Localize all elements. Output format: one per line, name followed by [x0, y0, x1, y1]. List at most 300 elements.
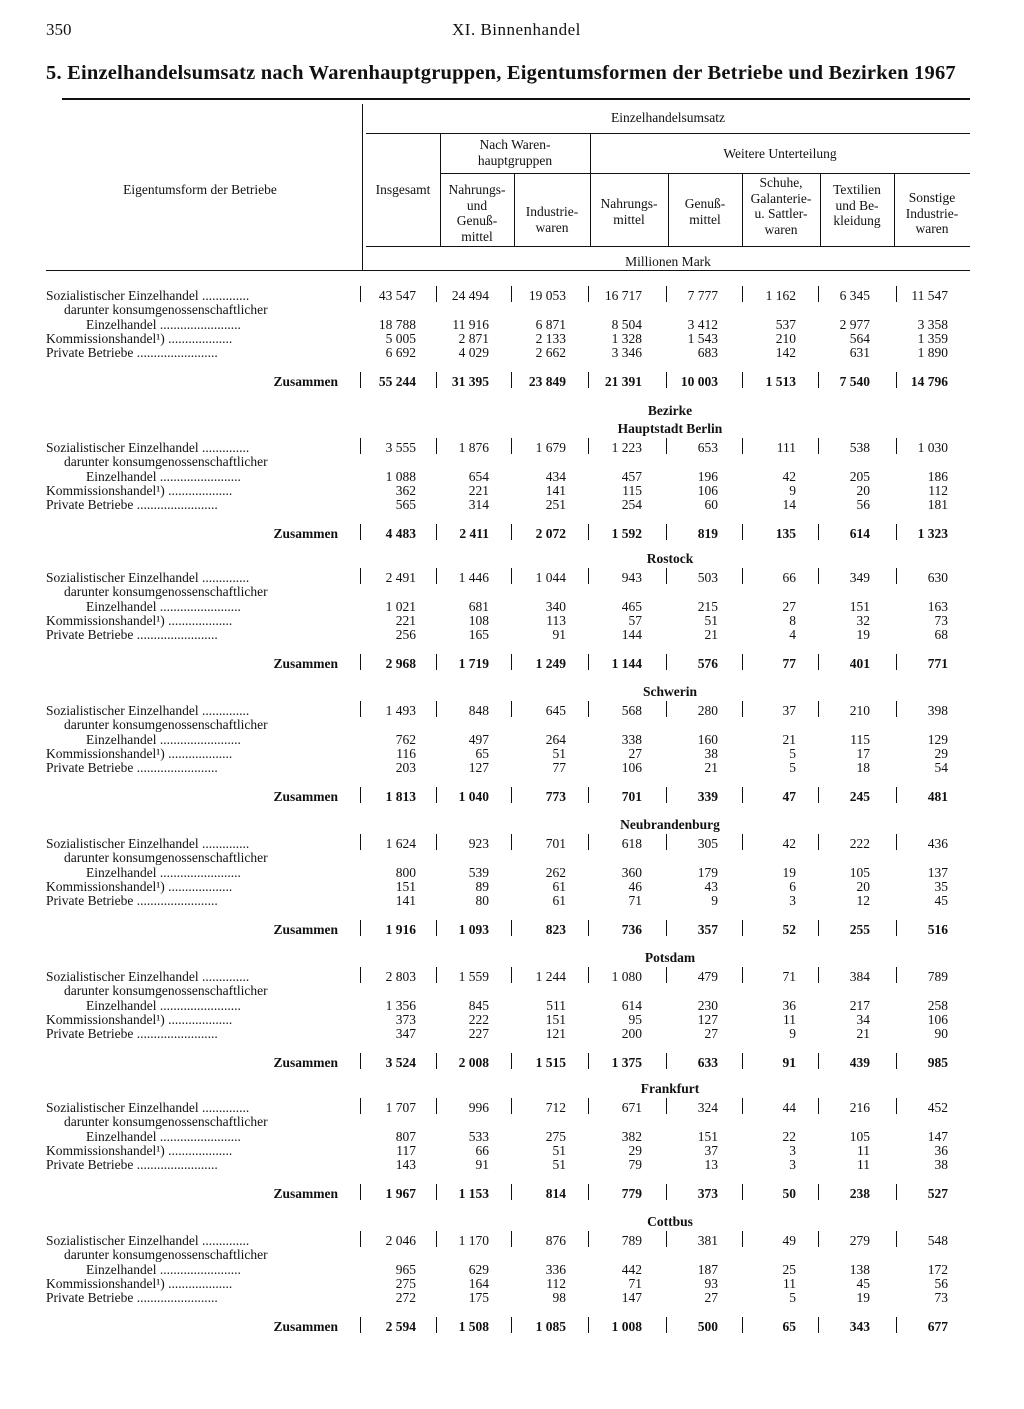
table-cell: 210 — [775, 331, 796, 346]
table-cell: 143 — [395, 1157, 416, 1172]
table-cell: 34 — [856, 1012, 870, 1027]
table-cell: 21 — [704, 627, 718, 642]
table-cell: 251 — [545, 497, 566, 512]
table-cell: 539 — [468, 865, 489, 880]
table-cell: 21 — [856, 1026, 870, 1041]
column-header: Schuhe, Galanterie- u. Sattler- waren — [750, 175, 812, 237]
row-label-zusammen: Zusammen — [273, 1319, 338, 1334]
table-cell: 115 — [850, 732, 870, 747]
unit-header-rule — [366, 246, 970, 247]
table-cell: 222 — [468, 1012, 489, 1027]
table-cell: 11 916 — [452, 317, 489, 332]
table-cell: 789 — [621, 1233, 642, 1248]
row-label-einzelhandel: Einzelhandel ........................ — [86, 317, 241, 332]
table-cell: 29 — [934, 746, 948, 761]
table-cell: 98 — [552, 1290, 566, 1305]
table-cell: 127 — [468, 760, 489, 775]
total-cell: 1 508 — [458, 1319, 489, 1334]
table-cell: 42 — [782, 469, 796, 484]
table-cell: 11 547 — [911, 288, 948, 303]
table-cell: 51 — [704, 613, 718, 628]
table-cell: 340 — [545, 599, 566, 614]
table-cell: 564 — [849, 331, 870, 346]
table-cell: 221 — [395, 613, 416, 628]
total-cell: 1 513 — [765, 374, 796, 389]
table-cell: 17 — [856, 746, 870, 761]
table-cell: 115 — [622, 483, 642, 498]
table-cell: 27 — [704, 1290, 718, 1305]
table-cell: 60 — [704, 497, 718, 512]
table-cell: 9 — [789, 1026, 796, 1041]
total-cell: 10 003 — [680, 374, 718, 389]
table-cell: 631 — [849, 345, 870, 360]
table-cell: 164 — [468, 1276, 489, 1291]
table-cell: 19 — [856, 627, 870, 642]
total-cell: 701 — [621, 789, 642, 804]
table-cell: 305 — [697, 836, 718, 851]
total-cell: 614 — [849, 526, 870, 541]
table-cell: 147 — [621, 1290, 642, 1305]
table-cell: 22 — [782, 1129, 796, 1144]
total-cell: 773 — [545, 789, 566, 804]
table-cell: 90 — [934, 1026, 948, 1041]
row-label-sozialistischer-einzelhandel: Sozialistischer Einzelhandel .............. — [46, 570, 250, 585]
table-cell: 106 — [621, 760, 642, 775]
table-cell: 923 — [468, 836, 489, 851]
table-cell: 614 — [621, 998, 642, 1013]
total-cell: 238 — [849, 1186, 870, 1201]
column-header: Nahrungs- und Genuß- mittel — [448, 182, 506, 244]
row-label-darunter: darunter konsumgenossenschaftlicher — [64, 850, 268, 865]
table-cell: 129 — [927, 732, 948, 747]
total-cell: 1 323 — [917, 526, 948, 541]
table-cell: 876 — [545, 1233, 566, 1248]
row-label-darunter: darunter konsumgenossenschaftlicher — [64, 983, 268, 998]
table-cell: 434 — [545, 469, 566, 484]
table-cell: 16 717 — [604, 288, 642, 303]
total-cell: 1 719 — [458, 656, 489, 671]
table-cell: 32 — [856, 613, 870, 628]
total-cell: 500 — [697, 1319, 718, 1334]
total-cell: 1 085 — [535, 1319, 566, 1334]
table-cell: 465 — [621, 599, 642, 614]
table-cell: 280 — [697, 703, 718, 718]
table-cell: 222 — [849, 836, 870, 851]
table-cell: 73 — [934, 1290, 948, 1305]
total-cell: 21 391 — [604, 374, 642, 389]
table-cell: 275 — [395, 1276, 416, 1291]
table-cell: 511 — [546, 998, 566, 1013]
table-cell: 29 — [628, 1143, 642, 1158]
row-label-darunter: darunter konsumgenossenschaftlicher — [64, 717, 268, 732]
table-cell: 105 — [849, 865, 870, 880]
table-cell: 382 — [621, 1129, 642, 1144]
table-cell: 800 — [395, 865, 416, 880]
table-cell: 338 — [621, 732, 642, 747]
table-cell: 151 — [849, 599, 870, 614]
table-cell: 845 — [468, 998, 489, 1013]
table-cell: 45 — [856, 1276, 870, 1291]
row-label-zusammen: Zusammen — [273, 922, 338, 937]
row-label-einzelhandel: Einzelhandel ........................ — [86, 998, 241, 1013]
table-cell: 1 359 — [917, 331, 948, 346]
total-cell: 91 — [782, 1055, 796, 1070]
table-cell: 1 876 — [458, 440, 489, 455]
running-head: XI. Binnenhandel — [452, 20, 581, 39]
total-cell: 814 — [545, 1186, 566, 1201]
total-cell: 771 — [927, 656, 948, 671]
section-heading-bezirk: Hauptstadt Berlin — [617, 421, 723, 436]
column-header: Nahrungs- mittel — [600, 196, 658, 227]
row-label-private-betriebe: Private Betriebe ........................ — [46, 345, 218, 360]
table-cell: 457 — [621, 469, 642, 484]
table-cell: 13 — [704, 1157, 718, 1172]
row-label-sozialistischer-einzelhandel: Sozialistischer Einzelhandel .............. — [46, 703, 250, 718]
table-cell: 7 777 — [687, 288, 718, 303]
table-cell: 186 — [927, 469, 948, 484]
table-cell: 1 328 — [611, 331, 642, 346]
table-cell: 160 — [697, 732, 718, 747]
table-cell: 1 624 — [385, 836, 416, 851]
table-cell: 66 — [782, 570, 796, 585]
table-cell: 43 — [704, 879, 718, 894]
table-cell: 181 — [927, 497, 948, 512]
table-cell: 565 — [395, 497, 416, 512]
column-header: Insgesamt — [375, 182, 431, 197]
table-cell: 71 — [782, 969, 796, 984]
table-cell: 254 — [621, 497, 642, 512]
table-cell: 27 — [628, 746, 642, 761]
section-heading-bezirk: Neubrandenburg — [620, 817, 720, 832]
total-cell: 339 — [697, 789, 718, 804]
table-cell: 36 — [934, 1143, 948, 1158]
table-cell: 503 — [697, 570, 718, 585]
header-group-weitere-unterteilung: Weitere Unterteilung — [723, 146, 837, 161]
column-header: Genuß- mittel — [684, 196, 726, 227]
table-cell: 105 — [849, 1129, 870, 1144]
table-cell: 187 — [697, 1262, 718, 1277]
row-label-zusammen: Zusammen — [273, 656, 338, 671]
total-cell: 1 153 — [458, 1186, 489, 1201]
table-cell: 51 — [552, 1143, 566, 1158]
table-cell: 452 — [927, 1100, 948, 1115]
table-cell: 2 803 — [385, 969, 416, 984]
total-cell: 1 916 — [385, 922, 416, 937]
table-cell: 2 871 — [458, 331, 489, 346]
table-cell: 91 — [475, 1157, 489, 1172]
table-cell: 19 — [856, 1290, 870, 1305]
row-label-private-betriebe: Private Betriebe ........................ — [46, 893, 218, 908]
table-cell: 1 030 — [917, 440, 948, 455]
total-cell: 1 093 — [458, 922, 489, 937]
table-cell: 18 788 — [378, 317, 416, 332]
total-cell: 1 375 — [611, 1055, 642, 1070]
total-cell: 677 — [927, 1319, 948, 1334]
total-cell: 2 008 — [458, 1055, 489, 1070]
table-cell: 141 — [545, 483, 566, 498]
table-cell: 1 088 — [385, 469, 416, 484]
table-cell: 996 — [468, 1100, 489, 1115]
table-cell: 108 — [468, 613, 489, 628]
table-cell: 1 223 — [611, 440, 642, 455]
total-cell: 14 796 — [910, 374, 948, 389]
table-cell: 11 — [857, 1157, 870, 1172]
table-cell: 654 — [468, 469, 489, 484]
table-cell: 264 — [545, 732, 566, 747]
header-unit: Millionen Mark — [625, 254, 711, 269]
table-cell: 210 — [849, 703, 870, 718]
table-cell: 14 — [782, 497, 796, 512]
table-cell: 117 — [396, 1143, 416, 1158]
header-group-warenhauptgruppen: Nach Waren- hauptgruppen — [477, 137, 553, 168]
section-heading-bezirk: Cottbus — [647, 1214, 693, 1229]
total-cell: 135 — [775, 526, 796, 541]
table-cell: 272 — [395, 1290, 416, 1305]
table-cell: 2 133 — [535, 331, 566, 346]
row-label-einzelhandel: Einzelhandel ........................ — [86, 1262, 241, 1277]
table-cell: 2 977 — [839, 317, 870, 332]
table-cell: 24 494 — [451, 288, 489, 303]
table-cell: 217 — [849, 998, 870, 1013]
table-cell: 127 — [697, 1012, 718, 1027]
section-heading-bezirk: Rostock — [646, 551, 694, 566]
total-cell: 1 040 — [458, 789, 489, 804]
total-cell: 4 483 — [385, 526, 416, 541]
table-cell: 93 — [704, 1276, 718, 1291]
table-cell: 362 — [395, 483, 416, 498]
row-label-zusammen: Zusammen — [273, 526, 338, 541]
section-heading-bezirke: Bezirke — [647, 403, 693, 418]
row-label-kommissionshandel: Kommissionshandel¹) ................... — [46, 879, 233, 894]
table-cell: 683 — [697, 345, 718, 360]
table-cell: 373 — [395, 1012, 416, 1027]
header-top: Einzelhandelsumsatz — [611, 110, 725, 125]
header-bottom-rule — [46, 270, 970, 271]
row-label-darunter: darunter konsumgenossenschaftlicher — [64, 1114, 268, 1129]
stub-header: Eigentumsform der Betriebe — [123, 182, 277, 197]
section-heading-bezirk: Potsdam — [644, 950, 696, 965]
table-cell: 347 — [395, 1026, 416, 1041]
table-cell: 106 — [697, 483, 718, 498]
table-cell: 36 — [782, 998, 796, 1013]
table-cell: 275 — [545, 1129, 566, 1144]
table-cell: 384 — [849, 969, 870, 984]
row-label-kommissionshandel: Kommissionshandel¹) ................... — [46, 1143, 233, 1158]
total-cell: 736 — [621, 922, 642, 937]
table-cell: 653 — [697, 440, 718, 455]
table-cell: 112 — [928, 483, 948, 498]
table-cell: 61 — [552, 893, 566, 908]
total-cell: 779 — [621, 1186, 642, 1201]
total-cell: 819 — [697, 526, 718, 541]
table-cell: 205 — [849, 469, 870, 484]
table-cell: 51 — [552, 746, 566, 761]
table-cell: 56 — [856, 497, 870, 512]
table-cell: 9 — [711, 893, 718, 908]
table-cell: 1 170 — [458, 1233, 489, 1248]
total-cell: 401 — [849, 656, 870, 671]
top-rule — [62, 98, 970, 100]
table-cell: 196 — [697, 469, 718, 484]
table-cell: 111 — [776, 440, 796, 455]
table-cell: 762 — [395, 732, 416, 747]
total-cell: 985 — [927, 1055, 948, 1070]
table-cell: 538 — [849, 440, 870, 455]
table-cell: 12 — [856, 893, 870, 908]
table-cell: 2 491 — [385, 570, 416, 585]
table-cell: 4 — [789, 627, 796, 642]
table-cell: 1 543 — [687, 331, 718, 346]
table-cell: 37 — [704, 1143, 718, 1158]
table-cell: 61 — [552, 879, 566, 894]
total-cell: 77 — [782, 656, 796, 671]
row-label-sozialistischer-einzelhandel: Sozialistischer Einzelhandel .............. — [46, 1100, 250, 1115]
table-cell: 112 — [546, 1276, 566, 1291]
row-label-private-betriebe: Private Betriebe ........................ — [46, 1157, 218, 1172]
table-cell: 179 — [697, 865, 718, 880]
table-cell: 3 — [789, 1143, 796, 1158]
table-cell: 1 446 — [458, 570, 489, 585]
table-cell: 89 — [475, 879, 489, 894]
table-cell: 230 — [697, 998, 718, 1013]
table-cell: 200 — [621, 1026, 642, 1041]
table-cell: 943 — [621, 570, 642, 585]
table-cell: 965 — [395, 1262, 416, 1277]
table-cell: 151 — [545, 1012, 566, 1027]
row-label-einzelhandel: Einzelhandel ........................ — [86, 1129, 241, 1144]
total-cell: 1 249 — [535, 656, 566, 671]
table-cell: 57 — [628, 613, 642, 628]
table-cell: 3 555 — [385, 440, 416, 455]
table-cell: 20 — [856, 483, 870, 498]
table-cell: 8 — [789, 613, 796, 628]
table-cell: 44 — [782, 1100, 796, 1115]
table-cell: 1 890 — [917, 345, 948, 360]
total-cell: 1 144 — [611, 656, 642, 671]
table-cell: 3 358 — [917, 317, 948, 332]
table-cell: 172 — [927, 1262, 948, 1277]
table-cell: 497 — [468, 732, 489, 747]
row-label-private-betriebe: Private Betriebe ........................ — [46, 1026, 218, 1041]
group-header-rule — [440, 173, 970, 174]
table-cell: 221 — [468, 483, 489, 498]
table-cell: 27 — [782, 599, 796, 614]
table-cell: 568 — [621, 703, 642, 718]
total-cell: 527 — [927, 1186, 948, 1201]
table-cell: 5 — [789, 1290, 796, 1305]
total-cell: 481 — [927, 789, 948, 804]
table-cell: 20 — [856, 879, 870, 894]
total-cell: 47 — [782, 789, 796, 804]
page-number: 350 — [46, 20, 72, 39]
table-cell: 21 — [704, 760, 718, 775]
table-cell: 6 — [789, 879, 796, 894]
total-cell: 576 — [697, 656, 718, 671]
row-label-kommissionshandel: Kommissionshandel¹) ................... — [46, 331, 233, 346]
stub-divider — [362, 104, 363, 270]
table-cell: 56 — [934, 1276, 948, 1291]
table-cell: 116 — [396, 746, 416, 761]
table-cell: 789 — [927, 969, 948, 984]
table-cell: 73 — [934, 613, 948, 628]
table-cell: 381 — [697, 1233, 718, 1248]
total-cell: 50 — [782, 1186, 796, 1201]
table-cell: 436 — [927, 836, 948, 851]
table-cell: 71 — [628, 1276, 642, 1291]
table-cell: 1 080 — [611, 969, 642, 984]
table-cell: 6 692 — [385, 345, 416, 360]
table-cell: 533 — [468, 1129, 489, 1144]
table-cell: 77 — [552, 760, 566, 775]
total-cell: 2 968 — [385, 656, 416, 671]
table-cell: 1 493 — [385, 703, 416, 718]
row-label-einzelhandel: Einzelhandel ........................ — [86, 469, 241, 484]
table-cell: 1 707 — [385, 1100, 416, 1115]
table-cell: 121 — [545, 1026, 566, 1041]
total-cell: 1 813 — [385, 789, 416, 804]
table-cell: 701 — [545, 836, 566, 851]
table-cell: 163 — [927, 599, 948, 614]
table-cell: 1 162 — [765, 288, 796, 303]
table-cell: 18 — [856, 760, 870, 775]
table-cell: 1 356 — [385, 998, 416, 1013]
row-label-zusammen: Zusammen — [273, 374, 338, 389]
table-cell: 66 — [475, 1143, 489, 1158]
table-cell: 43 547 — [378, 288, 416, 303]
row-label-kommissionshandel: Kommissionshandel¹) ................... — [46, 1012, 233, 1027]
row-label-darunter: darunter konsumgenossenschaftlicher — [64, 1247, 268, 1262]
table-cell: 1 244 — [535, 969, 566, 984]
row-label-zusammen: Zusammen — [273, 789, 338, 804]
table-cell: 95 — [628, 1012, 642, 1027]
table-cell: 1 021 — [385, 599, 416, 614]
total-cell: 357 — [697, 922, 718, 937]
row-label-zusammen: Zusammen — [273, 1186, 338, 1201]
total-cell: 31 395 — [451, 374, 489, 389]
row-label-sozialistischer-einzelhandel: Sozialistischer Einzelhandel .............. — [46, 1233, 250, 1248]
table-cell: 19 053 — [528, 288, 566, 303]
row-label-darunter: darunter konsumgenossenschaftlicher — [64, 302, 268, 317]
table-cell: 91 — [552, 627, 566, 642]
row-label-kommissionshandel: Kommissionshandel¹) ................... — [46, 613, 233, 628]
total-cell: 52 — [782, 922, 796, 937]
table-cell: 38 — [704, 746, 718, 761]
table-cell: 3 — [789, 893, 796, 908]
table-cell: 262 — [545, 865, 566, 880]
total-cell: 1 592 — [611, 526, 642, 541]
column-header: Textilien und Be- kleidung — [833, 182, 881, 228]
table-cell: 5 — [789, 746, 796, 761]
table-cell: 537 — [775, 317, 796, 332]
row-label-private-betriebe: Private Betriebe ........................ — [46, 1290, 218, 1305]
row-label-kommissionshandel: Kommissionshandel¹) ................... — [46, 746, 233, 761]
table-cell: 113 — [546, 613, 566, 628]
table-cell: 807 — [395, 1129, 416, 1144]
total-cell: 633 — [697, 1055, 718, 1070]
table-cell: 71 — [628, 893, 642, 908]
table-cell: 25 — [782, 1262, 796, 1277]
row-label-sozialistischer-einzelhandel: Sozialistischer Einzelhandel .............. — [46, 288, 250, 303]
table-cell: 681 — [468, 599, 489, 614]
table-cell: 5 005 — [385, 331, 416, 346]
table-cell: 54 — [934, 760, 948, 775]
table-cell: 11 — [783, 1276, 796, 1291]
row-label-einzelhandel: Einzelhandel ........................ — [86, 865, 241, 880]
table-cell: 671 — [621, 1100, 642, 1115]
table-cell: 630 — [927, 570, 948, 585]
total-cell: 2 594 — [385, 1319, 416, 1334]
total-cell: 2 072 — [535, 526, 566, 541]
